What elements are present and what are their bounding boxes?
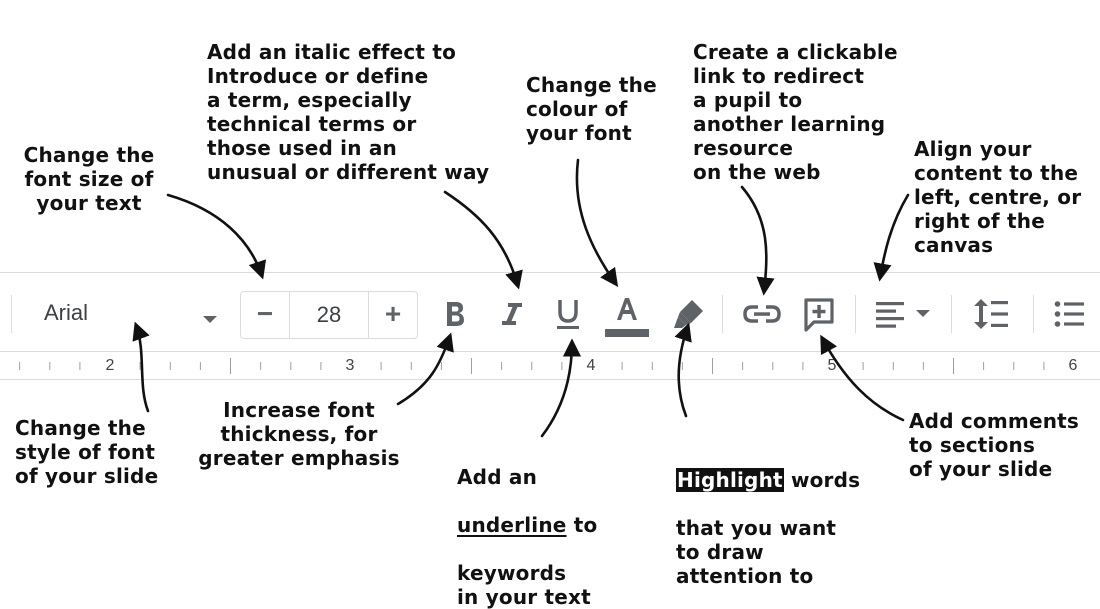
ruler-label: 5	[827, 357, 837, 374]
arrow-align	[880, 195, 908, 278]
toolbar-divider	[855, 295, 856, 333]
ruler-label: 4	[586, 357, 596, 374]
italic-icon[interactable]	[498, 300, 526, 332]
font-size-note: Change the font size of your text	[23, 143, 155, 215]
align-note: Align your content to the left, centre, or right of the canvas	[914, 137, 1082, 257]
underline-note-after: to	[566, 513, 598, 537]
bold-note: Increase font thickness, for greater emphasis	[198, 398, 400, 470]
font-size-input[interactable]: 28	[316, 302, 342, 327]
toolbar-divider	[722, 295, 723, 333]
underline-note	[457, 441, 597, 609]
underline-note-rest: keywords in your text	[457, 561, 591, 609]
comments-note: Add comments to sections of your slide	[909, 409, 1080, 481]
bold-icon[interactable]	[441, 299, 469, 333]
increase-font-size-button[interactable]: +	[368, 292, 417, 338]
chevron-down-icon[interactable]	[201, 310, 219, 329]
font-size-stepper	[240, 291, 418, 339]
ruler-label: 2	[105, 357, 115, 374]
add-comment-icon[interactable]	[802, 297, 836, 337]
highlighter-icon[interactable]	[672, 297, 706, 333]
link-icon[interactable]	[742, 303, 782, 329]
arrow-font-size	[168, 195, 262, 276]
align-left-icon[interactable]	[874, 300, 934, 334]
font-style-note: Change the style of font of your slide	[15, 416, 159, 488]
underline-keyword: underline	[457, 513, 567, 537]
bulleted-list-icon[interactable]	[1054, 300, 1086, 332]
font-colour-note: Change the colour of your font	[526, 73, 657, 145]
ruler-label: 6	[1068, 357, 1078, 374]
arrow-font-colour	[577, 160, 616, 284]
toolbar-divider	[11, 295, 12, 333]
ruler-label: 3	[345, 357, 355, 374]
highlight-note-after: words	[783, 468, 861, 492]
toolbar-divider	[951, 295, 952, 333]
highlight-keyword: Highlight	[677, 468, 783, 492]
ruler[interactable]	[0, 352, 1100, 380]
ruler-ticks	[0, 352, 1100, 380]
font-family-select[interactable]: Arial	[44, 300, 89, 325]
link-note: Create a clickable link to redirect a pupil to another learning resource on the web	[693, 40, 898, 184]
toolbar-divider	[1033, 295, 1034, 333]
formatting-toolbar	[0, 272, 1100, 352]
highlight-note-rest: that you want to draw attention to	[676, 516, 837, 588]
italic-note: Add an italic effect to Introduce or define a term, especially technical terms or those used in an unusual or different way	[207, 40, 490, 184]
underline-icon[interactable]	[553, 296, 583, 336]
underline-note-line1: Add an	[457, 465, 538, 489]
text-color-icon[interactable]	[604, 293, 650, 343]
line-spacing-icon[interactable]	[972, 297, 1010, 335]
decrease-font-size-button[interactable]: −	[241, 292, 290, 338]
highlight-note	[676, 444, 860, 588]
